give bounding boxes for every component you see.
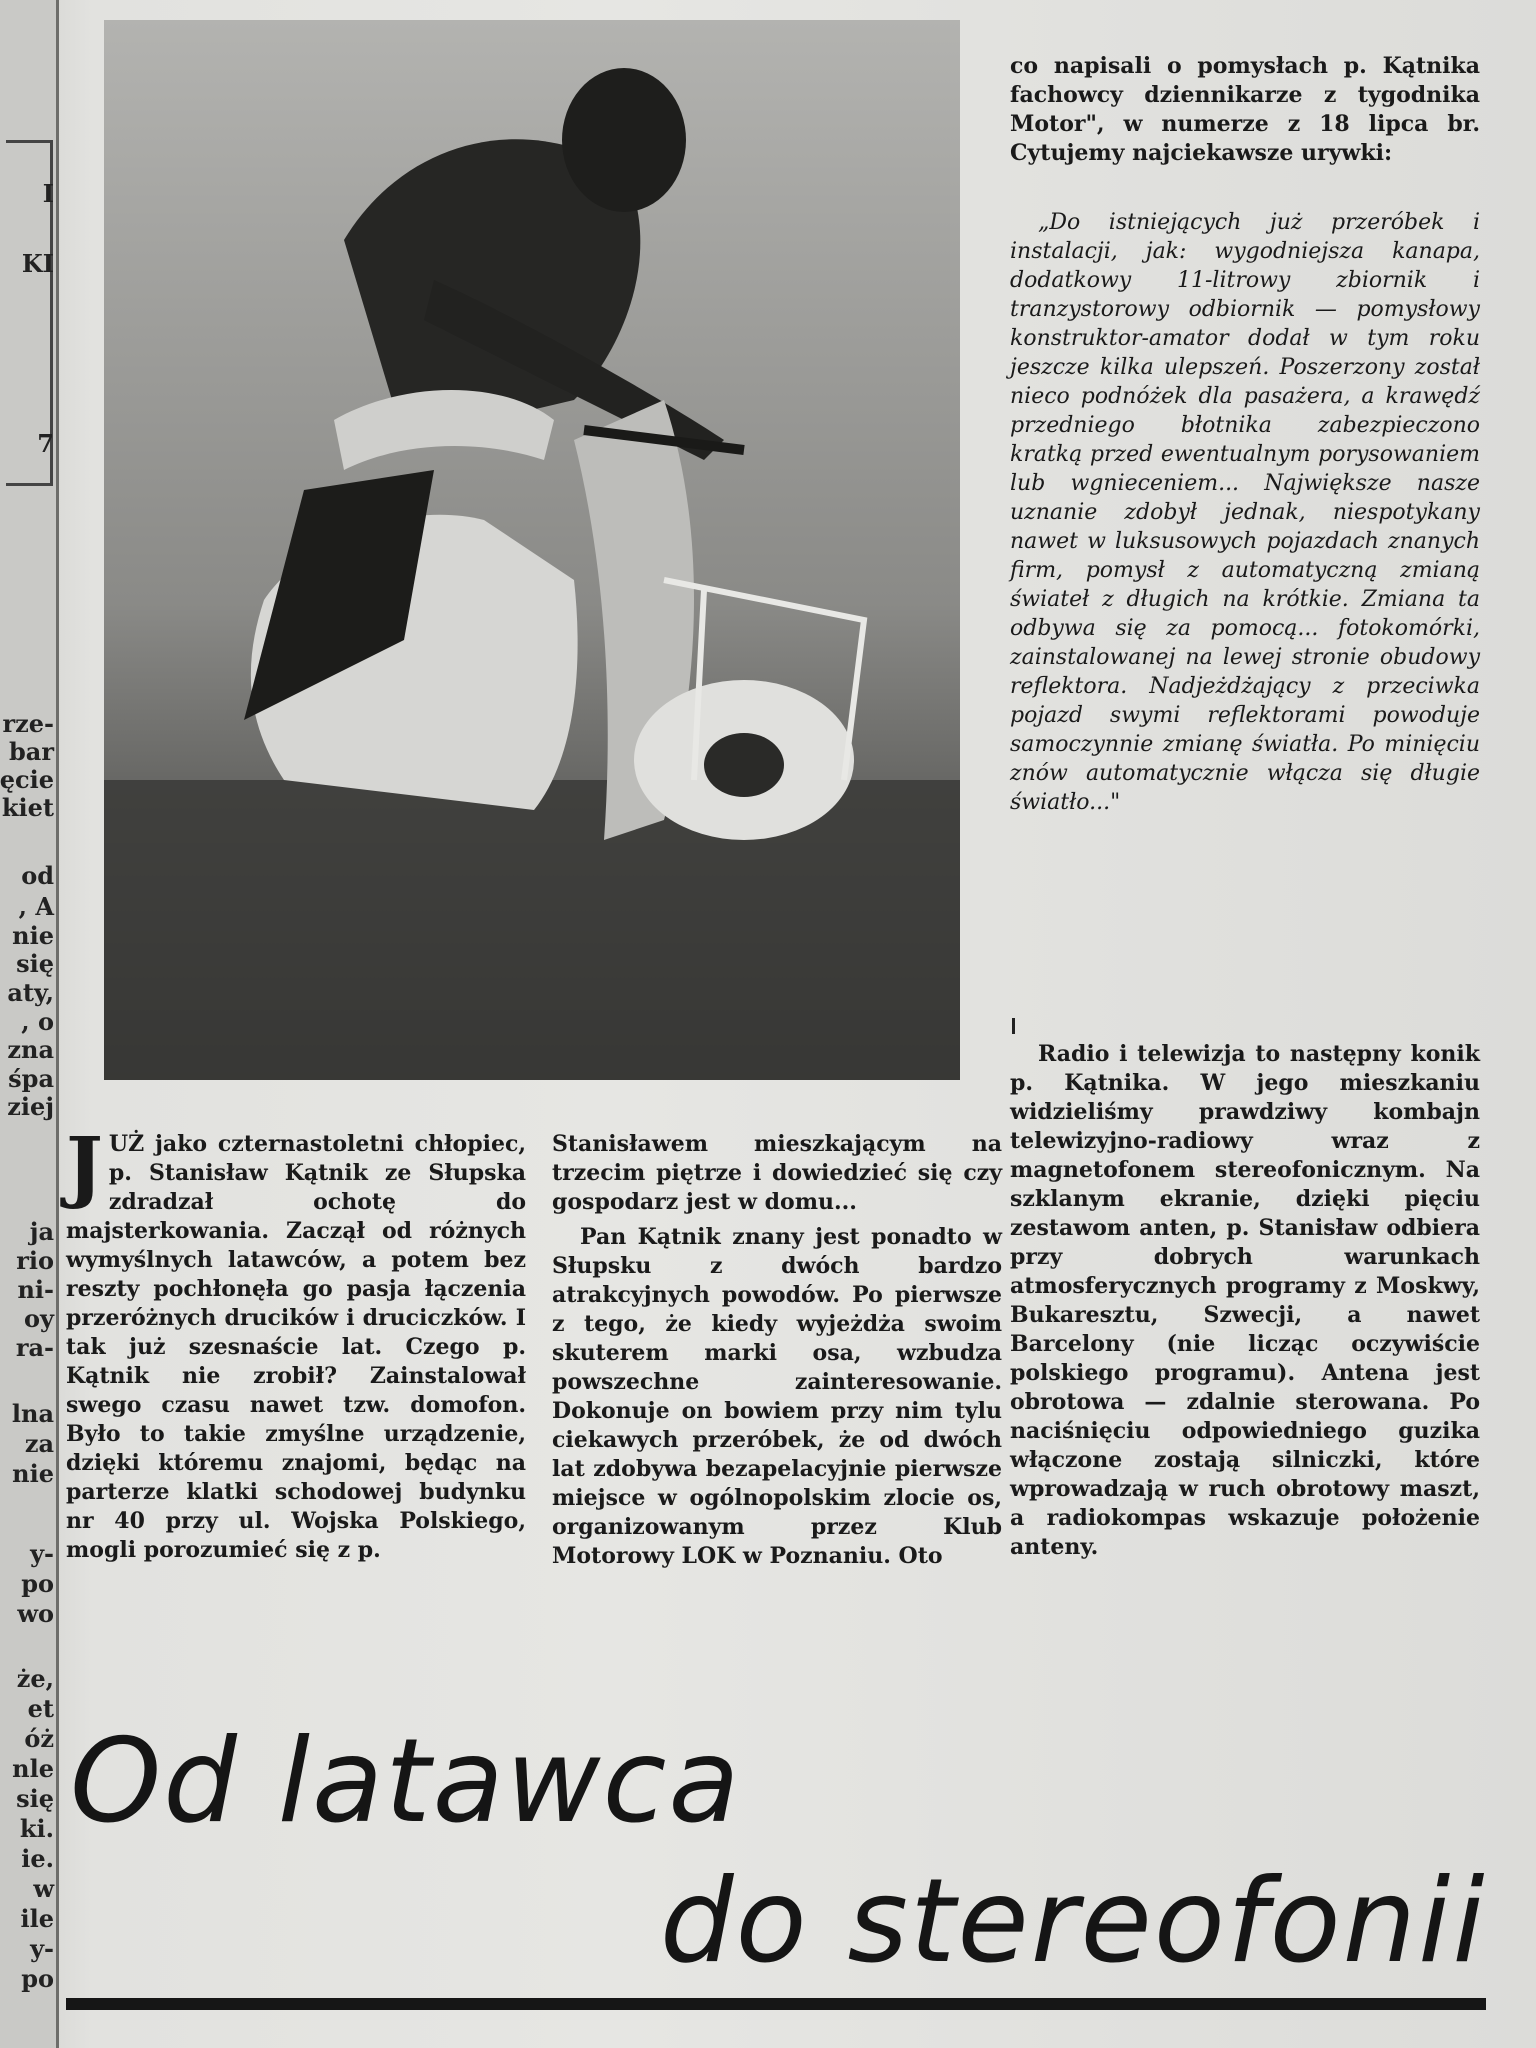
margin-fragment: wo [17,1599,54,1628]
margin-fragment: nie [12,1459,54,1488]
margin-fragment: I [42,179,54,208]
drop-cap: J [66,1121,103,1212]
margin-fragment: ja [29,1217,54,1246]
margin-fragment: kiet [1,793,54,822]
margin-fragment: óż [24,1724,54,1753]
margin-fragment: po [21,1964,54,1993]
headline-line-2: do stereofonii [660,1854,1487,1989]
margin-fragment: rze- [2,709,54,738]
margin-fragment: ni- [17,1275,54,1304]
margin-fragment: nie [12,921,54,950]
margin-fragment: od [21,861,54,890]
margin-fragment: ęcie [0,765,54,794]
margin-fragment: ile [20,1904,54,1933]
margin-fragment: ra- [15,1333,54,1362]
column-divider [56,0,59,2048]
radio-tv-paragraph [1010,1040,1480,1562]
margin-fragment: , o [21,1007,54,1036]
column-2-text-1: Stanisławem mieszkającym na trzecim piętrze i dowiedzieć się czy gospodarz jest w domu... [552,1131,1002,1215]
article-column-1 [66,1121,526,1565]
adjacent-column-fragments [0,0,58,2048]
margin-fragment: y- [30,1934,54,1963]
margin-fragment: po [21,1569,54,1598]
margin-fragment: lna [11,1399,54,1428]
quote-text: „Do istniejących już przeróbek i instalacji, jak: wygodniejsza kanapa, dodatkowy 11-litrowy zbiornik i tranzystorowy odbiornik — pomysłowy konstruktor-amator dodał w tym roku jeszcze kilka ulepszeń. Poszerzony został nieco podnóżek dla pasażera, a krawędź przedniego błotnika zabezpieczono kratką przed ewentualnym porysowaniem lub wgnieceniem... Największe nasze uznanie zdobył jednak, niespotykany nawet w luksusowych pojazdach znanych firm, pomysł z automatyczną zmianą świateł z długich na krótkie. Zmiana ta odbywa się za pomocą... fotokomórki, zainstalowanej na lewej stronie obudowy reflektora. Nadjeżdżający z przeciwka pojazd swymi reflektorami powoduje samoczynnie zmianę światła. Po minięciu znów automatycznie włącza się długie światło..." [1010,210,1480,815]
margin-fragment: się [16,1784,54,1813]
margin-fragment: śpa [8,1064,54,1093]
motor-quote [1010,208,1480,817]
radio-text: Radio i telewizja to następny konik p. Kątnika. W jego mieszkaniu widzieliśmy prawdziwy kombajn telewizyjno-radiowy wraz z magnetofonem stereofonicznym. Na szklanym ekranie, dzięki pięciu zestawom anten, p. Stanisław odbiera przy dobrych warunkach atmosferycznych programy z Moskwy, Bukaresztu, Szwecji, a nawet Barcelony (nie licząc oczywiście polskiego programu). Antena jest obrotowa — zdalnie sterowana. Po naciśnięciu odpowiedniego guzika włączone zostają silniczki, które wprowadzają w ruch obrotowy maszt, a radiokompas wskazuje położenie anteny. [1010,1041,1480,1560]
margin-fragment: KI [21,249,54,278]
margin-fragment: ziej [7,1092,54,1121]
scooter-photo-illustration [104,20,960,1080]
margin-fragment: et [27,1694,54,1723]
margin-fragment: 7 [37,429,54,458]
margin-fragment: ie. [21,1844,54,1873]
article-column-2 [552,1130,1002,1571]
margin-fragment: y- [30,1539,54,1568]
margin-fragment: że, [16,1664,54,1693]
margin-fragment: w [33,1874,54,1903]
margin-fragment: bar [9,737,54,766]
margin-fragment: zna [7,1035,54,1064]
intro-text: co napisali o pomysłach p. Kątnika fachowcy dziennikarze z tygodnika Motor", w numerze z 18 lipca br. Cytujemy najciekawsze urywki: [1010,53,1480,166]
margin-fragment: , A [18,892,54,921]
margin-fragment: aty, [7,978,54,1007]
column-mark [1012,1018,1015,1034]
margin-fragment: oy [24,1304,54,1333]
article-intro-continued [1010,52,1480,168]
margin-fragment: ki. [19,1814,54,1843]
margin-fragment: nle [12,1754,54,1783]
bottom-rule [66,1998,1486,2010]
photo-man-on-scooter [104,20,960,1080]
headline-line-1: Od latawca [70,1714,742,1849]
margin-fragment: za [24,1429,54,1458]
margin-fragment: się [16,949,54,978]
column-2-text-2: Pan Kątnik znany jest ponadto w Słupsku z dwóch bardzo atrakcyjnych powodów. Po pierwsze z tego, że kiedy wyjeżdża swoim skuterem marki osa, wzbudza powszechne zainteresowanie. Dokonuje on bowiem przy nim tylu ciekawych przeróbek, że od dwóch lat zdobywa bezapelacyjnie pierwsze miejsce w ogólnopolskim zlocie os, organizowanym przez Klub Motorowy LOK w Poznaniu. Oto [552,1224,1002,1569]
column-1-text: UŻ jako czternastoletni chłopiec, p. Stanisław Kątnik ze Słupska zdradzał ochotę do majsterkowania. Zaczął od różnych wymyślnych latawców, a potem bez reszty pochłonęła go pasja łączenia przeróżnych drucików i druciczków. I tak już szesnaście lat. Czego p. Kątnik nie zrobił? Zainstalował swego czasu nawet tzw. domofon. Było to takie zmyślne urządzenie, dzięki któremu znajomi, będąc na parterze klatki schodowej budynku nr 40 przy ul. Wojska Polskiego, mogli porozumieć się z p. [66,1131,526,1563]
margin-fragment: rio [16,1246,54,1275]
